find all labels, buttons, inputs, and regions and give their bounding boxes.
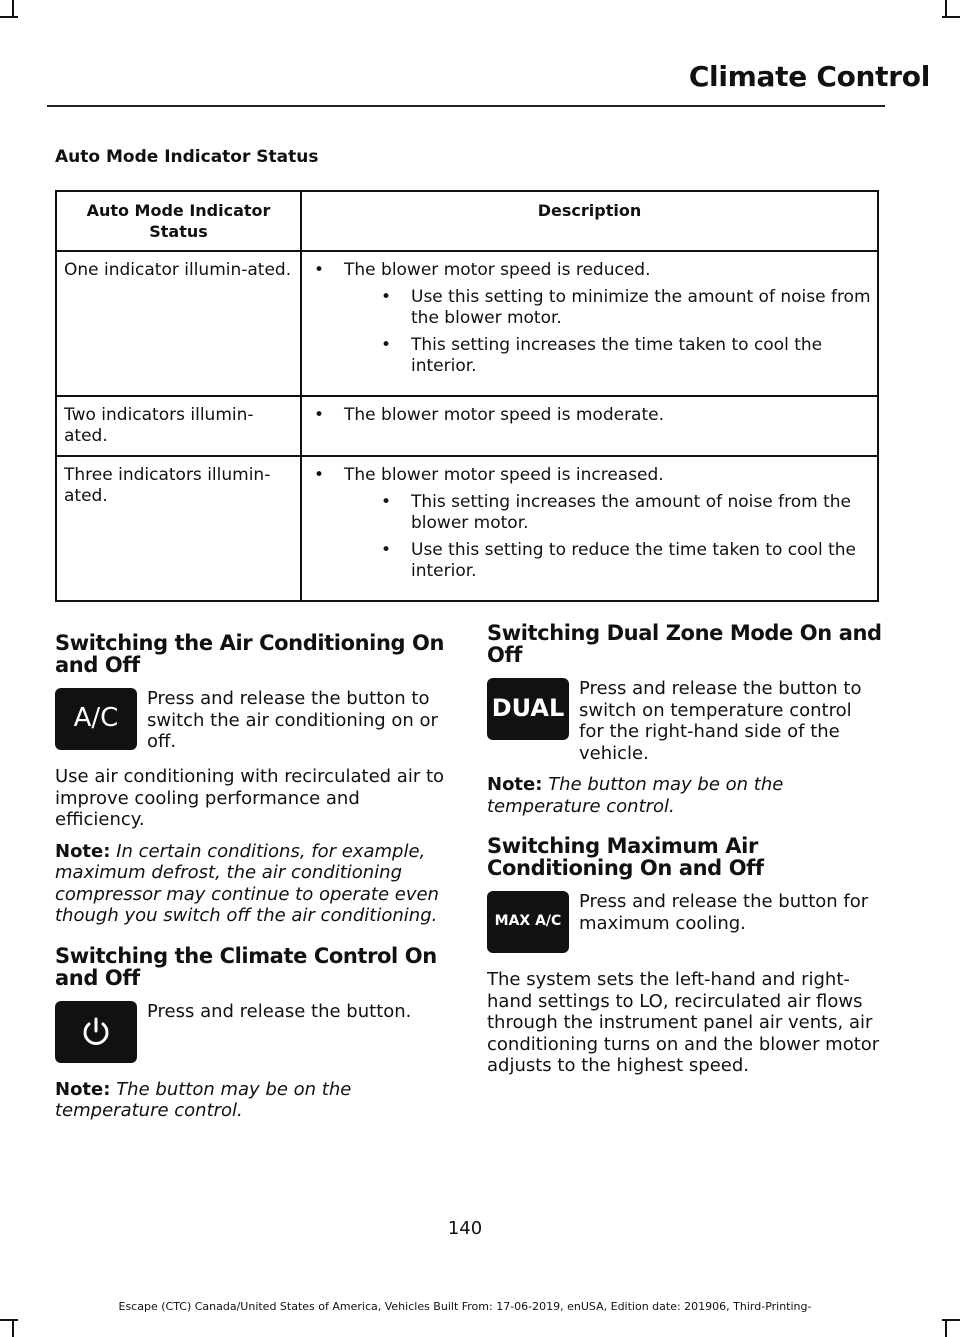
crop-mark [0, 16, 18, 18]
column-header-status: Auto Mode Indicator Status [56, 191, 301, 251]
crop-mark [942, 1319, 960, 1321]
table-row [56, 251, 878, 396]
climate-section-heading: Switching the Climate Control On and Off [55, 943, 437, 990]
chapter-title: Climate Control [688, 60, 930, 93]
sub-list-item: • This setting increases the time taken to cool the interior. [344, 335, 871, 377]
table-header-row [56, 191, 878, 251]
list-item: • The blower motor speed is increased. • This setting increases the amount of noise from the blower motor. • Use this setting to reduce the time taken to cool the interior. [309, 465, 871, 582]
max-ac-button-icon: MAX A/C [487, 891, 569, 953]
climate-note: Note: The button may be on the temperature control. [55, 1078, 352, 1121]
crop-mark [945, 1319, 947, 1337]
ac-icon-text: Press and release the button to switch the air conditioning on or off. [147, 688, 438, 752]
ac-note: Note: In certain conditions, for example, maximum defrost, the air conditioning compressor may continue to operate even though you switch off the air conditioning. [55, 840, 439, 926]
crop-mark [942, 16, 960, 18]
dual-note: Note: The button may be on the temperature control. [487, 774, 784, 817]
indicator-status-table [55, 190, 879, 602]
dual-button-icon: DUAL [487, 678, 569, 740]
footer-text: Escape (CTC) Canada/United States of America, Vehicles Built From: 17-06-2019, enUSA, Edition date: 201906, Third-Printing- [118, 1300, 812, 1313]
ac-paragraph: Use air conditioning with recirculated air to improve cooling performance and efficiency. [55, 766, 445, 830]
ac-icon-block [55, 688, 450, 756]
status-cell: Three indicators illumin-ated. [56, 456, 301, 601]
ac-button-icon: A/C [55, 688, 137, 750]
sub-list-item: • Use this setting to minimize the amount of noise from the blower motor. [344, 287, 871, 329]
status-cell: One indicator illumin-ated. [56, 251, 301, 396]
crop-mark [0, 1319, 18, 1321]
climate-icon-text: Press and release the button. [147, 1000, 412, 1022]
dual-icon-text: Press and release the button to switch on temperature control for the right-hand side of the vehicle. [579, 678, 862, 764]
header-rule [47, 105, 885, 107]
page-number: 140 [447, 1218, 483, 1239]
list-item: • The blower motor speed is reduced. • Use this setting to minimize the amount of noise from the blower motor. • This setting increases the time taken to cool the interior. [309, 260, 871, 377]
left-column [55, 632, 450, 1132]
dual-icon-block [487, 678, 882, 764]
crop-mark [12, 1319, 14, 1337]
table-row [56, 396, 878, 456]
power-icon [55, 1001, 137, 1063]
maxac-icon-block [487, 891, 882, 959]
description-cell [301, 396, 878, 456]
table-section-title: Auto Mode Indicator Status [55, 147, 319, 167]
dual-section-heading: Switching Dual Zone Mode On and Off [487, 621, 882, 667]
maxac-paragraph: The system sets the left-hand and right-hand settings to LO, recirculated air flows through the instrument panel air vents, air conditioning turns on and the blower motor adjusts to the highest speed. [487, 969, 880, 1076]
column-header-description: Description [301, 191, 878, 251]
list-item: • The blower motor speed is moderate. [309, 405, 871, 426]
sub-list-item: • This setting increases the amount of noise from the blower motor. [344, 492, 871, 534]
description-cell [301, 456, 878, 601]
maxac-icon-text: Press and release the button for maximum cooling. [579, 891, 869, 934]
ac-section-heading: Switching the Air Conditioning On and Off [55, 631, 445, 677]
climate-icon-block [55, 1001, 450, 1069]
sub-list-item: • Use this setting to reduce the time taken to cool the interior. [344, 540, 871, 582]
status-cell: Two indicators illumin-ated. [56, 396, 301, 456]
right-column [487, 622, 882, 1087]
description-cell [301, 251, 878, 396]
maxac-section-heading: Switching Maximum Air Conditioning On and Off [487, 834, 764, 880]
table-row [56, 456, 878, 601]
